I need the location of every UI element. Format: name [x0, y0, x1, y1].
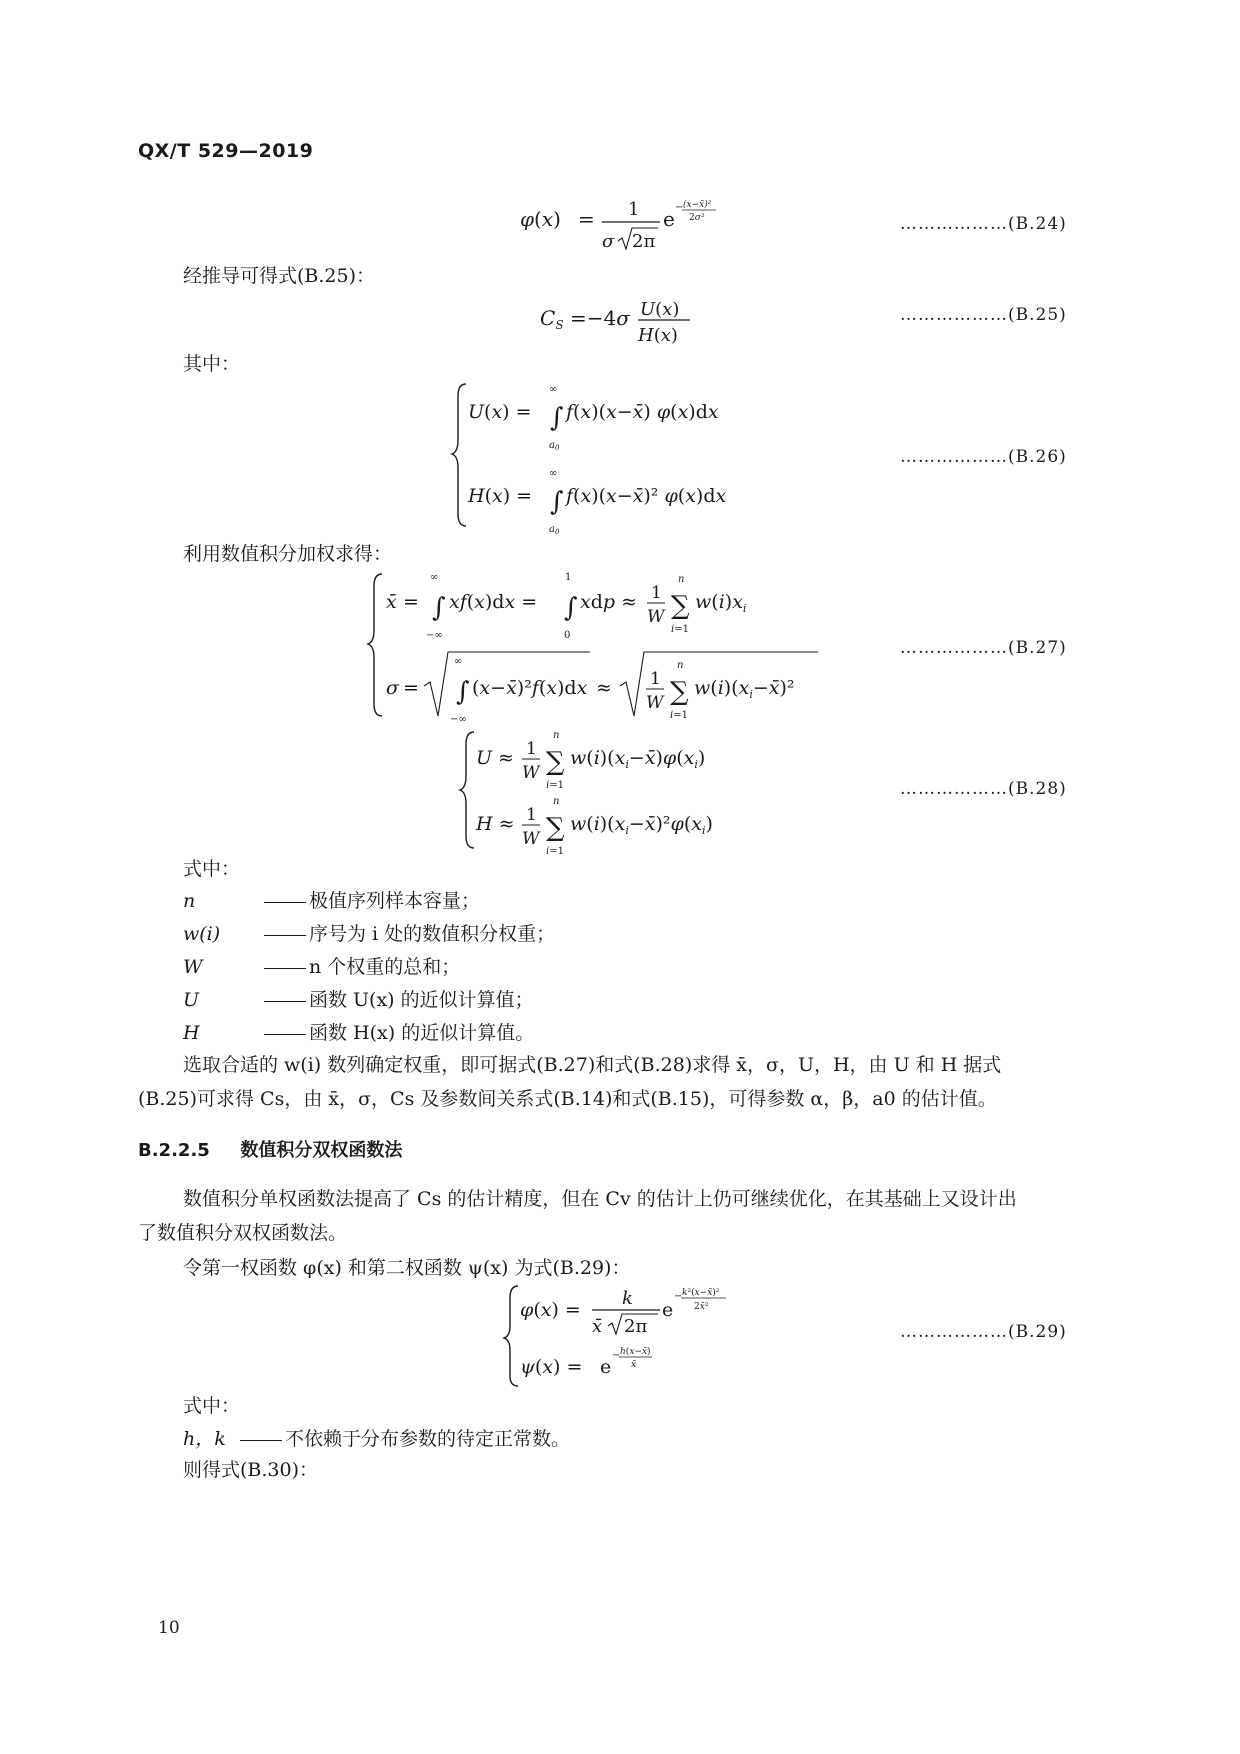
svg-text:−: − — [612, 1350, 621, 1361]
svg-text:k: k — [622, 1288, 633, 1309]
svg-text:U(x) =: U(x) = — [468, 401, 532, 423]
equation-number-b27: ………………(B.27) — [900, 638, 1067, 658]
definition-symbol: h，k — [183, 1428, 226, 1450]
svg-text:∑: ∑ — [546, 813, 565, 843]
svg-text:H(x): H(x) — [638, 325, 678, 346]
svg-text:∞: ∞ — [549, 468, 558, 479]
svg-text:f(x)(x−x̄)² φ(x)dx: f(x)(x−x̄)² φ(x)dx — [566, 485, 727, 507]
svg-text:w(i)(xi−x̄)²φ(xi): $w(i)(x_i-x̄)^2\varphi(x_i)$ — [570, 813, 713, 837]
svg-text:φ(x) =: φ(x) = — [520, 1299, 581, 1321]
svg-text:2x̄²: 2x̄² — [694, 1302, 709, 1312]
svg-text:−: − — [675, 202, 684, 213]
definition-symbol: H — [183, 1022, 200, 1044]
svg-text:∑: ∑ — [671, 591, 690, 621]
svg-text:∑: ∑ — [546, 747, 565, 777]
em-dash — [264, 1001, 306, 1002]
definition-item — [183, 952, 555, 985]
equation-b25 — [540, 294, 700, 350]
definition-symbol: w(i) — [183, 923, 221, 945]
definition-item — [183, 1018, 555, 1051]
svg-text:∫: ∫ — [550, 487, 564, 517]
svg-text:1: 1 — [526, 739, 537, 759]
svg-text:≈: ≈ — [596, 677, 612, 699]
section-heading — [138, 1136, 402, 1162]
svg-text:W: W — [522, 763, 540, 783]
svg-text:σ: σ — [386, 677, 399, 699]
definition-desc: 不依赖于分布参数的待定正常数。 — [285, 1428, 571, 1450]
section-number: B.2.2.5 — [138, 1140, 210, 1161]
para-double-line-1: 数值积分单权函数法提高了 Cs 的估计精度，但在 Cv 的估计上仍可继续优化，在其基础上又设计出 — [183, 1188, 1017, 1210]
then-intro: 则得式(B.30)： — [183, 1459, 319, 1481]
let-intro: 令第一权函数 φ(x) 和第二权函数 ψ(x) 为式(B.29)： — [183, 1257, 631, 1279]
equation-b26 — [452, 378, 802, 538]
svg-text:a0: $a_0$ — [549, 440, 560, 452]
svg-text:−∞: −∞ — [450, 714, 467, 725]
document-code: QX/T 529—2019 — [138, 140, 314, 162]
svg-text:H ≈: H ≈ — [476, 813, 515, 835]
equation-number-b26: ………………(B.26) — [900, 447, 1067, 467]
svg-text:∞: ∞ — [454, 656, 463, 667]
svg-text:a0: $a_0$ — [549, 524, 560, 536]
em-dash — [240, 1440, 282, 1441]
svg-text:e: e — [600, 1356, 612, 1378]
definition-symbol: U — [183, 989, 200, 1011]
definition-desc: 函数 U(x) 的近似计算值； — [309, 989, 534, 1011]
definition-symbol: W — [183, 956, 203, 978]
svg-text:σ: σ — [602, 231, 615, 252]
definition-desc: 函数 H(x) 的近似计算值。 — [309, 1022, 535, 1044]
svg-text:∫: ∫ — [550, 403, 564, 433]
svg-text:x̄: x̄ — [631, 1360, 637, 1370]
equation-b24 — [520, 195, 740, 265]
definition-desc: n 个权重的总和； — [309, 956, 461, 978]
svg-text:w(i)(xi−x̄)φ(xi): $w(i)(x_i-x̄)\varphi(x_i)$ — [570, 747, 706, 771]
definition-desc: 极值序列样本容量； — [309, 890, 481, 912]
formula-where-2: 式中： — [183, 1395, 241, 1417]
em-dash — [264, 935, 306, 936]
svg-text:h(x−x̄): h(x−x̄) — [620, 1347, 651, 1357]
svg-text:H(x) =: H(x) = — [468, 485, 533, 507]
svg-text:∫: ∫ — [456, 677, 470, 707]
svg-text:(x−x̄)²f(x)dx: (x−x̄)²f(x)dx — [472, 677, 588, 699]
svg-text:=: = — [403, 591, 419, 613]
equation-b28 — [460, 726, 800, 856]
svg-text:∞: ∞ — [549, 384, 558, 395]
svg-text:1: 1 — [650, 669, 661, 689]
weighted-intro: 利用数值积分加权求得： — [183, 543, 393, 565]
em-dash — [264, 1034, 306, 1035]
equation-number-b24: ………………(B.24) — [900, 214, 1067, 234]
svg-text:φ(x): φ(x) — [520, 207, 561, 231]
svg-text:x̄: x̄ — [592, 1316, 603, 1337]
svg-text:e: e — [663, 207, 675, 231]
definition-item — [183, 985, 555, 1018]
svg-text:ψ(x) =: ψ(x) = — [520, 1356, 583, 1378]
para-select-line-2: (B.25)可求得 Cs，由 x̄，σ，Cs 及参数间关系式(B.14)和式(B.15)，可得参数 α，β，a0 的估计值。 — [138, 1088, 997, 1110]
page-number: 10 — [158, 1618, 180, 1638]
svg-text:W: W — [646, 693, 664, 713]
svg-text:∑: ∑ — [670, 677, 689, 707]
svg-text:1: 1 — [565, 572, 572, 583]
svg-text:w(i)xi: $w(i)x_i$ — [695, 591, 747, 615]
svg-text:W: W — [522, 829, 540, 849]
svg-text:k²(x−x̄)²: k²(x−x̄)² — [682, 1288, 720, 1298]
svg-text:i=1: i=1 — [546, 780, 564, 791]
equation-b27 — [368, 568, 868, 730]
svg-text:W: W — [647, 607, 665, 627]
definition-item — [183, 919, 555, 952]
formula-where-1: 式中： — [183, 858, 241, 880]
svg-text:2π: 2π — [624, 1316, 648, 1337]
svg-text:∫: ∫ — [564, 593, 578, 623]
svg-text:e: e — [662, 1299, 674, 1321]
section-title: 数值积分双权函数法 — [240, 1140, 403, 1161]
equation-number-b29: ………………(B.29) — [900, 1322, 1067, 1342]
definitions-list — [183, 886, 555, 1051]
svg-text:n: n — [553, 730, 560, 741]
svg-text:CS: $C_S$ — [540, 306, 564, 332]
svg-text:−∞: −∞ — [426, 630, 443, 641]
svg-text:=: = — [403, 677, 419, 699]
svg-text:n: n — [677, 660, 684, 671]
svg-text:n: n — [678, 574, 685, 585]
svg-text:1: 1 — [526, 805, 537, 825]
definition-item-hk — [183, 1424, 570, 1451]
svg-text:w(i)(xi−x̄)²: $w(i)(x_i-x̄)^2$ — [694, 677, 795, 701]
svg-text:(x−x̄)²: (x−x̄)² — [683, 200, 712, 210]
svg-text:1: 1 — [628, 199, 640, 220]
equation-number-b25: ………………(B.25) — [900, 305, 1067, 325]
svg-text:=−4σ: =−4σ — [570, 306, 630, 330]
para-double-line-2: 了数值积分双权函数法。 — [138, 1222, 348, 1244]
svg-text:x̄: x̄ — [386, 591, 397, 613]
em-dash — [264, 968, 306, 969]
equation-b29 — [504, 1280, 764, 1392]
svg-text:f(x)(x−x̄) φ(x)dx: f(x)(x−x̄) φ(x)dx — [566, 401, 719, 423]
svg-text:xdp ≈: xdp ≈ — [580, 591, 638, 613]
svg-text:2σ²: 2σ² — [689, 213, 705, 223]
svg-text:∫: ∫ — [432, 593, 446, 623]
definition-desc: 序号为 i 处的数值积分权重； — [309, 923, 556, 945]
svg-text:U ≈: U ≈ — [476, 747, 514, 769]
definition-item — [183, 886, 555, 919]
svg-text:xf(x)dx =: xf(x)dx = — [449, 591, 538, 613]
svg-text:∞: ∞ — [430, 572, 439, 583]
svg-text:=: = — [578, 207, 595, 231]
svg-text:1: 1 — [651, 583, 662, 603]
svg-text:n: n — [553, 796, 560, 807]
definition-symbol: n — [183, 890, 196, 912]
para-select-line-1: 选取合适的 w(i) 数列确定权重，即可据式(B.27)和式(B.28)求得 x̄，σ，U，H，由 U 和 H 据式 — [183, 1054, 1002, 1076]
derive-intro: 经推导可得式(B.25)： — [183, 265, 376, 287]
svg-text:2π: 2π — [632, 231, 656, 252]
where-intro: 其中： — [183, 353, 241, 375]
svg-text:0: 0 — [564, 630, 571, 641]
svg-text:U(x): U(x) — [640, 299, 680, 320]
equation-number-b28: ………………(B.28) — [900, 779, 1067, 799]
svg-text:i=1: i=1 — [670, 710, 688, 721]
svg-text:i=1: i=1 — [546, 846, 564, 857]
svg-text:−: − — [674, 1291, 683, 1302]
em-dash — [264, 902, 306, 903]
svg-text:i=1: i=1 — [671, 624, 689, 635]
